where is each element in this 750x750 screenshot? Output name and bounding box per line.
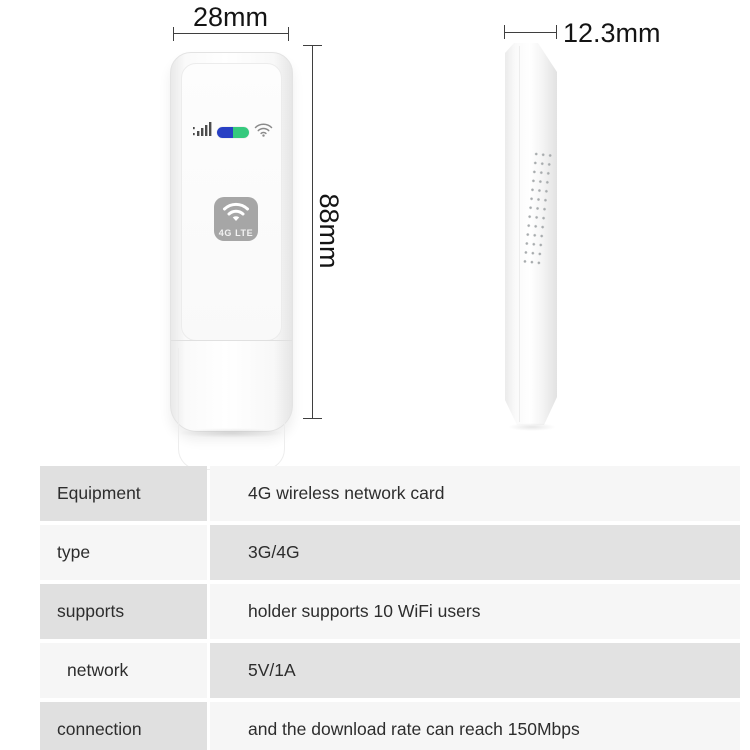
width-dimension-line <box>173 33 288 34</box>
height-dimension-tick-top <box>303 45 322 46</box>
spec-value: 3G/4G <box>210 525 740 580</box>
signal-bars-icon <box>193 122 212 142</box>
height-dimension-tick-bottom <box>303 418 322 419</box>
spec-label: connection <box>40 702 207 750</box>
depth-dimension-tick-right <box>556 25 557 39</box>
spec-label: Equipment <box>40 466 207 521</box>
height-dimension-line <box>312 45 313 418</box>
vent-holes <box>521 149 555 269</box>
spec-value: 4G wireless network card <box>210 466 740 521</box>
spec-label: supports <box>40 584 207 639</box>
modem-cap-seam <box>171 340 292 341</box>
height-dimension-label: 88mm <box>314 193 344 269</box>
spec-value: and the download rate can reach 150Mbps <box>210 702 740 750</box>
indicator-row <box>193 124 273 140</box>
spec-row-equipment <box>40 466 740 521</box>
badge-label: 4G LTE <box>218 228 254 238</box>
modem-front-view <box>170 52 293 432</box>
width-dimension-tick-right <box>288 27 289 41</box>
depth-dimension-tick-left <box>504 25 505 39</box>
spec-value: holder supports 10 WiFi users <box>210 584 740 639</box>
spec-table <box>40 466 740 750</box>
spec-value: 5V/1A <box>210 643 740 698</box>
side-view-shadow <box>508 423 556 431</box>
spec-row-type <box>40 525 740 580</box>
spec-row-network <box>40 643 740 698</box>
wifi-icon <box>222 202 250 222</box>
wifi-icon <box>254 122 273 142</box>
led-indicator <box>217 127 249 138</box>
width-dimension-label: 28mm <box>192 2 268 32</box>
front-view-shadow <box>178 428 284 438</box>
depth-dimension-line <box>504 32 556 33</box>
modem-side-view <box>505 43 557 425</box>
modem-side-seam <box>519 46 520 422</box>
spec-label: network <box>40 643 207 698</box>
4g-lte-badge <box>214 197 258 241</box>
width-dimension-tick-left <box>173 27 174 41</box>
spec-label: type <box>40 525 207 580</box>
spec-row-supports <box>40 584 740 639</box>
depth-dimension-label: 12.3mm <box>563 18 661 48</box>
modem-cap-inner-edge <box>178 348 285 470</box>
spec-row-connection <box>40 702 740 750</box>
